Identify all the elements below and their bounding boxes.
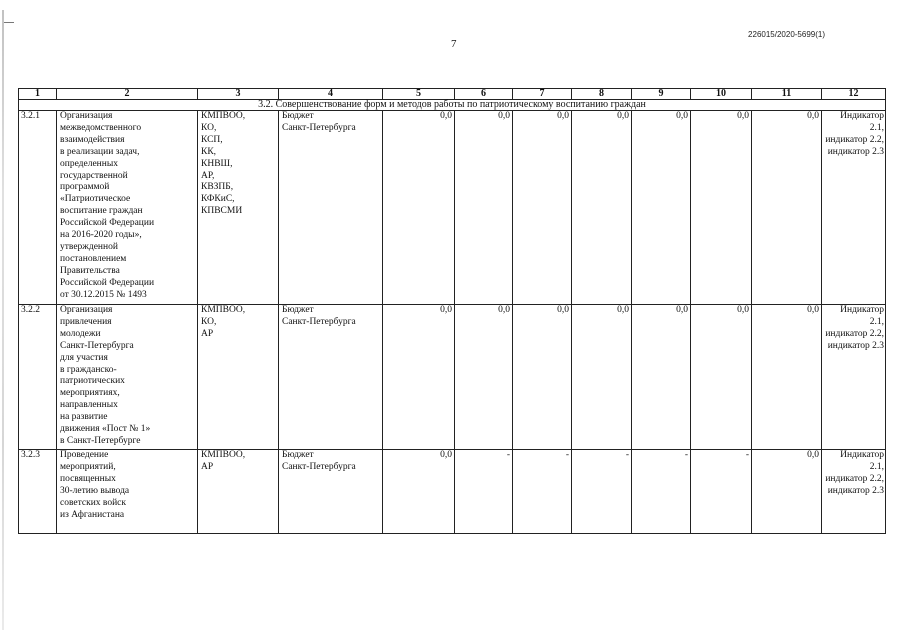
executor-line: КМПВОО, [201, 111, 246, 121]
executors [198, 111, 279, 305]
executor-line: АР, [201, 170, 215, 181]
funding-value: - [572, 450, 632, 534]
indicators [822, 111, 886, 305]
funding-value: 0,0 [752, 111, 822, 305]
indicator-line: Индикатор 2.1, [840, 450, 884, 472]
funding-value: 0,0 [632, 111, 691, 305]
column-number-6: 6 [455, 89, 513, 100]
executor-line: КНВШ, [201, 158, 233, 169]
activity-name [57, 305, 198, 450]
column-number-1: 1 [19, 89, 57, 100]
activity-name-line: патриотических [60, 376, 125, 387]
funding-line: Санкт-Петербурга [282, 122, 356, 133]
activity-name-line: привлечения [60, 316, 112, 327]
column-number-8: 8 [572, 89, 632, 100]
column-number-10: 10 [691, 89, 752, 100]
activity-name-line: направленных [60, 400, 118, 411]
column-number-7: 7 [513, 89, 572, 100]
page-number: 7 [451, 38, 457, 50]
activity-name [57, 111, 198, 305]
funding-line: Бюджет [282, 111, 314, 121]
activity-name-line: Российской Федерации [60, 218, 155, 229]
funding-line: Бюджет [282, 450, 314, 460]
activity-name-line: движения «Пост № 1» [60, 424, 151, 435]
activity-name-line: Правительства [60, 265, 120, 276]
indicator-line: Индикатор 2.1, [840, 305, 884, 327]
activity-name [57, 450, 198, 534]
funding-value: 0,0 [691, 111, 752, 305]
funding-value: 0,0 [513, 305, 572, 450]
funding-line: Санкт-Петербурга [282, 461, 356, 472]
section-row [19, 100, 886, 111]
funding-value: 0,0 [513, 111, 572, 305]
activity-name-line: постановлением [60, 253, 127, 264]
indicator-line: индикатор 2.2, [825, 134, 884, 145]
executor-line: АР [201, 461, 214, 472]
activity-name-line: мероприятиях, [60, 388, 120, 399]
activity-name-line: от 30.12.2015 № 1493 [60, 289, 147, 300]
row-code: 3.2.3 [19, 450, 57, 534]
table-row [19, 111, 886, 305]
table-row [19, 305, 886, 450]
column-number-3: 3 [198, 89, 279, 100]
funding-line: Санкт-Петербурга [282, 316, 356, 327]
activity-name-line: советских войск [60, 497, 127, 508]
executor-line: КВЗПБ, [201, 182, 234, 193]
funding-source [279, 450, 383, 534]
executor-line: КМПВОО, [201, 450, 246, 460]
executor-line: КФКиС, [201, 194, 235, 205]
column-numbers-row [19, 89, 886, 100]
funding-value: 0,0 [572, 305, 632, 450]
executor-line: КО, [201, 122, 217, 133]
activity-name-line: мероприятий, [60, 461, 116, 472]
scan-left-edge [2, 10, 4, 630]
indicator-line: индикатор 2.3 [827, 485, 884, 496]
funding-value: - [691, 450, 752, 534]
activity-name-line: Проведение [60, 450, 109, 460]
indicators [822, 305, 886, 450]
activity-name-line: Российской Федерации [60, 277, 155, 288]
funding-value: 0,0 [752, 305, 822, 450]
indicator-line: индикатор 2.3 [827, 340, 884, 351]
funding-value: - [513, 450, 572, 534]
indicator-line: индикатор 2.3 [827, 146, 884, 157]
activity-name-line: в гражданско- [60, 364, 117, 375]
activity-name-line: посвященных [60, 473, 116, 484]
indicator-line: индикатор 2.2, [825, 328, 884, 339]
document-id: 226015/2020-5699(1) [748, 30, 825, 39]
activity-name-line: из Афганистана [60, 509, 125, 520]
funding-value: 0,0 [455, 111, 513, 305]
funding-value: 0,0 [383, 450, 455, 534]
activity-name-line: утвержденной [60, 241, 118, 252]
program-table [18, 88, 886, 534]
section-title: 3.2. Совершенствование форм и методов работы по патриотическому воспитанию граждан [19, 100, 886, 111]
row-code: 3.2.2 [19, 305, 57, 450]
indicator-line: индикатор 2.2, [825, 473, 884, 484]
column-number-5: 5 [383, 89, 455, 100]
activity-name-line: на 2016-2020 годы», [60, 230, 142, 241]
funding-value: 0,0 [383, 111, 455, 305]
activity-name-line: государственной [60, 170, 128, 181]
executors [198, 450, 279, 534]
activity-name-line: в реализации задач, [60, 146, 140, 157]
row-code: 3.2.1 [19, 111, 57, 305]
column-number-11: 11 [752, 89, 822, 100]
funding-source [279, 111, 383, 305]
activity-name-line: «Патриотическое [60, 194, 131, 205]
funding-value: 0,0 [572, 111, 632, 305]
scan-edge-mark [4, 22, 14, 23]
executor-line: КПВСМИ [201, 206, 243, 217]
activity-name-line: воспитание граждан [60, 206, 143, 217]
activity-name-line: межведомственного [60, 122, 142, 133]
activity-name-line: взаимодействия [60, 134, 125, 145]
activity-name-line: программой [60, 182, 110, 193]
column-number-4: 4 [279, 89, 383, 100]
column-number-12: 12 [822, 89, 886, 100]
executor-line: КК, [201, 146, 217, 157]
activity-name-line: молодежи [60, 328, 101, 339]
funding-value: - [632, 450, 691, 534]
funding-value: 0,0 [455, 305, 513, 450]
funding-value: 0,0 [383, 305, 455, 450]
column-number-2: 2 [57, 89, 198, 100]
table-row [19, 450, 886, 534]
activity-name-line: определенных [60, 158, 118, 169]
activity-name-line: Организация [60, 111, 113, 121]
funding-value: 0,0 [632, 305, 691, 450]
funding-value: 0,0 [752, 450, 822, 534]
executor-line: КО, [201, 316, 217, 327]
executor-line: КСП, [201, 134, 223, 145]
indicators [822, 450, 886, 534]
activity-name-line: для участия [60, 352, 108, 363]
funding-value: - [455, 450, 513, 534]
executor-line: АР [201, 328, 214, 339]
funding-value: 0,0 [691, 305, 752, 450]
executor-line: КМПВОО, [201, 305, 246, 315]
funding-line: Бюджет [282, 305, 314, 315]
activity-name-line: в Санкт-Петербурге [60, 435, 141, 446]
funding-source [279, 305, 383, 450]
activity-name-line: 30-летию вывода [60, 485, 130, 496]
column-number-9: 9 [632, 89, 691, 100]
activity-name-line: Организация [60, 305, 113, 315]
activity-name-line: Санкт-Петербурга [60, 340, 134, 351]
indicator-line: Индикатор 2.1, [840, 111, 884, 133]
executors [198, 305, 279, 450]
activity-name-line: на развитие [60, 412, 108, 423]
